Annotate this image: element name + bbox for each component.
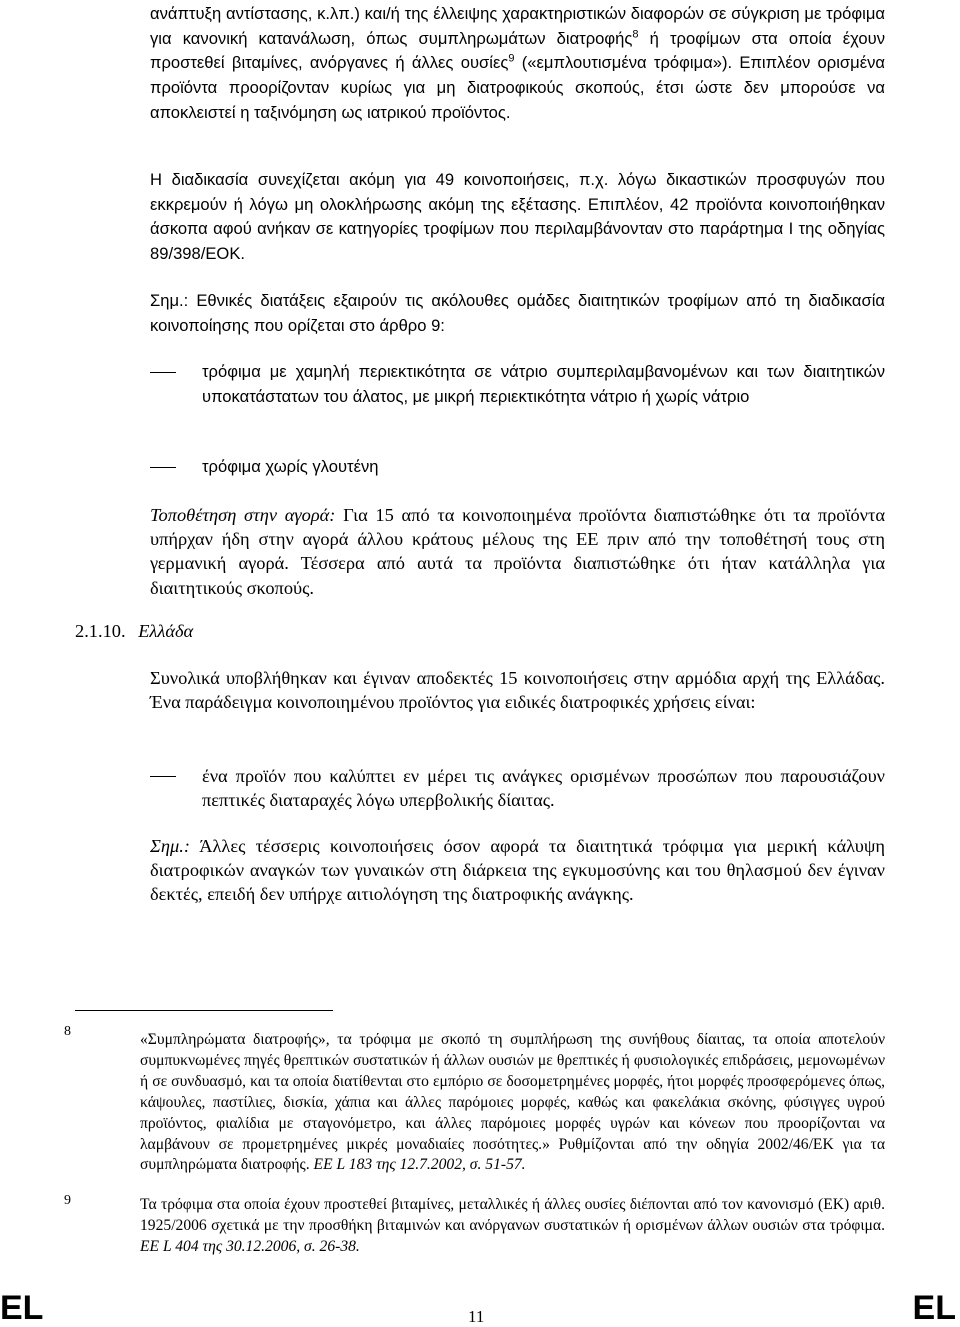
proceedings-paragraph: Η διαδικασία συνεχίζεται ακόμη για 49 κοινοποιήσεις, π.χ. λόγω δικαστικών προσφυγών που εκκρεμούν ή λόγω μη ολοκλήρωσης ακόμη της εξέτασης. Επιπλέον, 42 προϊόντα κοινοποιήθηκαν άσκοπα αφού ανήκαν σε κατηγορίες τροφίμων που περιλαμβάνονταν στο παράρτημα Ι της οδηγίας 89/398/ΕΟΚ. [150,170,885,264]
market-label: Τοποθέτηση στην αγορά: [150,505,336,525]
bullet-text: τρόφιμα με χαμηλή περιεκτικότητα σε νάτριο συμπεριλαμβανομένων και των διαιτητικών υποκατάστατων του άλατος, με μικρή περιεκτικότητα νάτριο ή χωρίς νάτριο [202,362,885,406]
note-paragraph: Σημ.: Εθνικές διατάξεις εξαιρούν τις ακόλουθες ομάδες διαιτητικών τροφίμων από τη διαδικασία κοινοποίησης που ορίζεται στο άρθρο 9: [150,291,885,335]
dash-bullet [150,467,176,468]
section-title: Ελλάδα [138,621,194,641]
footnote-8-ref: ΕΕ L 183 της 12.7.2002, σ. 51-57. [313,1156,526,1174]
footnote-ref-8[interactable]: 8 [632,28,639,41]
note2-paragraph [150,834,885,907]
footnote-9-text: Τα τρόφιμα στα οποία έχουν προστεθεί βιταμίνες, μεταλλικές ή άλλες ουσίες διέπονται από τον κανονισμό (ΕΚ) αριθ. 1925/2006 σχετικά με την προσθήκη βιταμινών και ανόργανων συστατικών ή ορισμένων άλλων ουσιών στα τρόφιμα. [140,1196,885,1234]
note2-text: Άλλες τέσσερις κοινοποιήσεις όσον αφορά τα διαιτητικά τρόφιμα για μερική κάλυψη διατροφικών αναγκών των γυναικών στη διάρκεια της εγκυμοσύνης και του θηλασμού δεν έγιναν δεκτές, επειδή δεν υπήρχε αιτιολόγηση της διατροφικής ανάγκης. [150,836,885,905]
market-paragraph [150,503,885,600]
footnote-separator [75,1010,333,1011]
footnote-9-ref: ΕΕ L 404 της 30.12.2006, σ. 26-38. [140,1237,360,1255]
note2-label: Σημ.: [150,836,191,856]
top-line-4: («εμπλουτισμένα τρόφιμα»). Επιπλέον ορισμένα προϊόντα προορίζονταν κυρίως για μη διατροφικούς σκοπούς, έτσι ώστε δεν μπορούσε να αποκλειστεί η ταξινόμηση ως ιατρικού προϊόντος. [150,53,885,122]
top-paragraph [150,2,885,126]
top-line-3: ή τροφίμων στα οποία έχουν προστεθεί βιταμίνες, ανόργανες ή άλλες ουσίες [150,28,885,73]
footnote-8 [140,1030,885,1176]
section-number: 2.1.10. [75,621,126,641]
footnote-number-8: 8 [64,1024,71,1039]
section-heading [75,621,193,642]
footnote-9 [140,1195,885,1258]
footer-language-right: EL [912,1289,956,1327]
top-line-1: ανάπτυξη αντίστασης, κ.λπ.) και/ή της έλλειψης χαρακτηριστικών διαφορών σε [150,4,727,23]
footer-language-left: EL [0,1289,44,1327]
bullet-text: τρόφιμα χωρίς γλουτένη [202,457,379,476]
greece-paragraph: Συνολικά υποβλήθηκαν και έγιναν αποδεκτές 15 κοινοποιήσεις στην αρμόδια αρχή της Ελλάδας. Ένα παράδειγμα κοινοποιημένου προϊόντος για ειδικές διατροφικές χρήσεις είναι: [150,668,885,713]
footnote-ref-9[interactable]: 9 [508,52,515,65]
market-text: Για 15 από τα κοινοποιημένα προϊόντα διαπιστώθηκε ότι τα προϊόντα υπήρχαν ήδη στην αγορά άλλου κράτους μέλους της ΕΕ πριν από την τοποθέτησή τους στη γερμανική αγορά. Τέσσερα από αυτά τα προϊόντα διαπιστώθηκε ότι ήταν κατάλληλα για διαιτητικούς σκοπούς. [150,505,885,598]
footnote-8-text: «Συμπληρώματα διατροφής», τα τρόφιμα με σκοπό τη συμπλήρωση της συνήθους δίαιτας, τα οποία αποτελούν συμπυκνωμένες πηγές θρεπτικών συστατικών ή άλλων ουσιών με θρεπτικές ή φυσιολογικές επιδράσεις, μεμονωμένων ή σε συνδυασμό, και τα οποία διατίθενται στο εμπόριο σε δοσομετρημένες μορφές, ήτοι μορφές προσφερόμενες όπως, κάψουλες, παστίλιες, δισκία, χάπια και άλλες παρόμοιες μορφές, καθώς και φακελάκια σκόνης, φύσιγγες υγρού προϊόντος, φιαλίδια με σταγονόμετρο, και άλλες παρόμοιες μορφές υγρών και κόνεων που προορίζονται να λαμβάνουν σε προμετρημένες μικρές μοναδιαίες ποσότητες.» Ρυθμίζονται από την οδηγία 2002/46/ΕΚ για τα συμπληρώματα διατροφής. [140,1031,885,1174]
top-line-2: σύγκριση με τρόφιμα για κανονική κατανάλωση, όπως συμπληρωμάτων διατροφής [150,4,885,48]
footnote-number-9: 9 [64,1193,71,1208]
bullet-text: ένα προϊόν που καλύπτει εν μέρει τις ανάγκες ορισμένων προσώπων που παρουσιάζουν πεπτικές διαταραχές λόγω υπερβολικής δίαιτας. [202,766,885,811]
dash-bullet [150,372,176,373]
dash-bullet [150,776,176,777]
page-number: 11 [468,1307,485,1326]
